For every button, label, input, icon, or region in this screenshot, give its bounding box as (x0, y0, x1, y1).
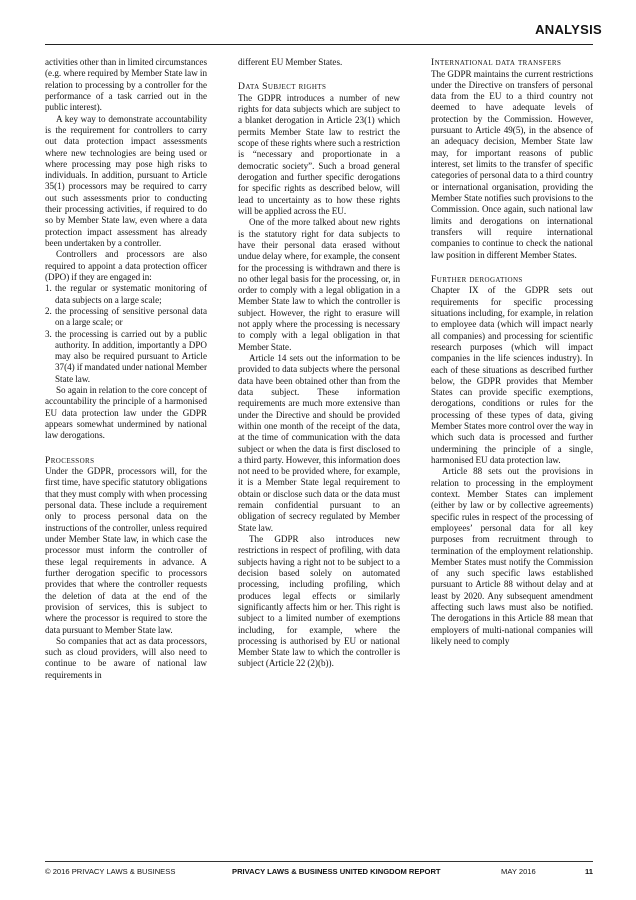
section-heading-further-derogations: Further derogations (431, 273, 523, 285)
footer-date: MAY 2016 (501, 867, 536, 876)
footer-publication: PRIVACY LAWS & BUSINESS UNITED KINGDOM REPORT (232, 867, 441, 876)
paragraph: So companies that act as data processors, such as cloud providers, will also need to continue to be aware of national law requirements in (45, 635, 207, 680)
paragraph: Under the GDPR, processors will, for the first time, have specific statutory obligations that they must comply with when processing personal data. These include a requirement only to process personal data on the instructions of the controller, unless required under Member State law, in which case the processor must inform the controller of these legal requirements in advance. A further derogation specific to processors provides that where the controller requests the deletion of data at the end of the provision of services, this is subject to where the processor is required to store the data pursuant to Member State law. (45, 466, 207, 635)
list-number: 3. (45, 328, 52, 339)
list-number: 2. (45, 305, 52, 316)
footer-rule (45, 861, 593, 862)
paragraph: different EU Member States. (238, 57, 343, 67)
list-item (45, 329, 207, 386)
list-number: 1. (45, 283, 52, 294)
footer-copyright: © 2016 PRIVACY LAWS & BUSINESS (45, 867, 176, 876)
numbered-list (45, 283, 207, 385)
page-number: 11 (584, 867, 593, 876)
list-text: the processing is carried out by a public authority. In addition, importantly a DPO may also be required pursuant to Article 37(4) if mandated under national Member State law. (55, 328, 207, 384)
header-rule (45, 44, 593, 45)
list-text: the regular or systematic monitoring of data subjects on a large scale; (55, 283, 207, 305)
section-label: ANALYSIS (535, 22, 602, 37)
section-heading-data-subject-rights: Data Subject rights (238, 81, 327, 93)
list-text: the processing of sensitive personal data on a large scale; or (55, 305, 207, 328)
column-2 (238, 57, 400, 670)
paragraph: The GDPR maintains the current restrictions under the Directive on transfers of personal data from the EU to a third country not deemed to have adequate levels of protection by the Commission. However, pursuant to Article 49(5), in the absence of an adequacy decision, Member State law may, for important reasons of public interest, set limits to the transfer of specific categories of personal data to a third country or international organisation, providing the Member State notifies such provisions to the Commission. Once again, such national law limits and derogations on international transfers will require international companies to continue to check the national law position in different Member States. (431, 68, 593, 260)
paragraph: Chapter IX of the GDPR sets out requirements for specific processing situations including, for example, in relation to employee data (which will impact nearly all companies) and processing for scientific research purposes (which will impact companies in the life sciences industry). In each of these situations as described further below, the GDPR provides that Member States can provide specific exemptions, derogations, conditions or rules for the processing of these types of data, giving Member States more control over the way in which such data is processed and further undermining the principle of a single, harmonised EU data protection law. (431, 285, 593, 465)
column-1 (45, 57, 207, 681)
section-heading-processors: Processors (45, 454, 95, 466)
column-3 (431, 57, 593, 647)
section-heading-international-transfers: International data transfers (431, 57, 562, 68)
paragraph: Article 88 sets out the provisions in relation to processing in the employment context. Member States can implement (either by law or by collective agreements) specific rules in respect of the processing of employees’ personal data for all key purposes from recruitment through to termination of the employment relationship. Member States must notify the Commission of any such specific laws established pursuant to Article 88 without delay and at least by 2020. Any subsequent amendment affecting such laws must also be notified. The derogations in this Article 88 mean that employers of multi-national companies will likely need to comply (431, 466, 593, 646)
paragraph: So again in relation to the core concept of accountability the principle of a harmonised EU data protection law under the GDPR appears somewhat undermined by national law derogations. (45, 385, 207, 441)
paragraph: The GDPR also introduces new restrictions in respect of profiling, with data subjects having a right not to be subject to a decision based solely on automated processing, including profiling, which produces legal effects or similarly significantly affects him or her. This right is subject to a limited number of exemptions including, for example, where the processing is authorised by EU or national Member State law to which the controller is subject (Article 22 (2)(b)). (238, 534, 400, 669)
paragraph: Controllers and processors are also required to appoint a data protection officer (DPO) if they are engaged in: (45, 249, 207, 282)
list-item (45, 283, 207, 306)
paragraph: One of the more talked about new rights is the statutory right for data subjects to have their personal data erased without undue delay where, for example, the consent for the processing is withdrawn and there is no other legal basis for the processing, or, in order to comply with a legal obligation in a Member State law to which the controller is subject. However, the right to erasure will not apply where the processing is necessary to comply with a legal obligation in that Member State. (238, 217, 400, 352)
paragraph: Article 14 sets out the information to be provided to data subjects where the personal data have been obtained other than from the data subject. These information requirements are much more extensive than under the Directive and should be provided within one month of the receipt of the data, at the time of communication with the data subject or when the data is first disclosed to a third party. However, this information does not need to be provided where, for example, it is a Member State legal requirement to obtain or disclose such data or the data must remain confidential pursuant to an obligation of secrecy regulated by Member State law. (238, 353, 400, 533)
paragraph: activities other than in limited circumstances (e.g. where required by Member State law in relation to processing by a controller for the performance of a task carried out in the public interest). (45, 57, 207, 113)
paragraph: A key way to demonstrate accountability is the requirement for controllers to carry out data protection impact assessments where new technologies are being used or where processing may pose high risks to individuals. In addition, pursuant to Article 35(1) processors may be required to carry out such assessments prior to conducting their processing activities, if required to do so by Member State law, even where a data protection impact assessment has already been undertaken by a controller. (45, 113, 207, 248)
list-item (45, 306, 207, 329)
paragraph: The GDPR introduces a number of new rights for data subjects which are subject to a blanket derogation in Article 23(1) which permits Member State law to restrict the scope of these rights where such a restriction is “necessary and proportionate in a democratic society”. Such a broad general derogation and further specific derogations for specific rights as described below, will lead to uncertainty as to how these rights will be applied across the EU. (238, 92, 400, 216)
